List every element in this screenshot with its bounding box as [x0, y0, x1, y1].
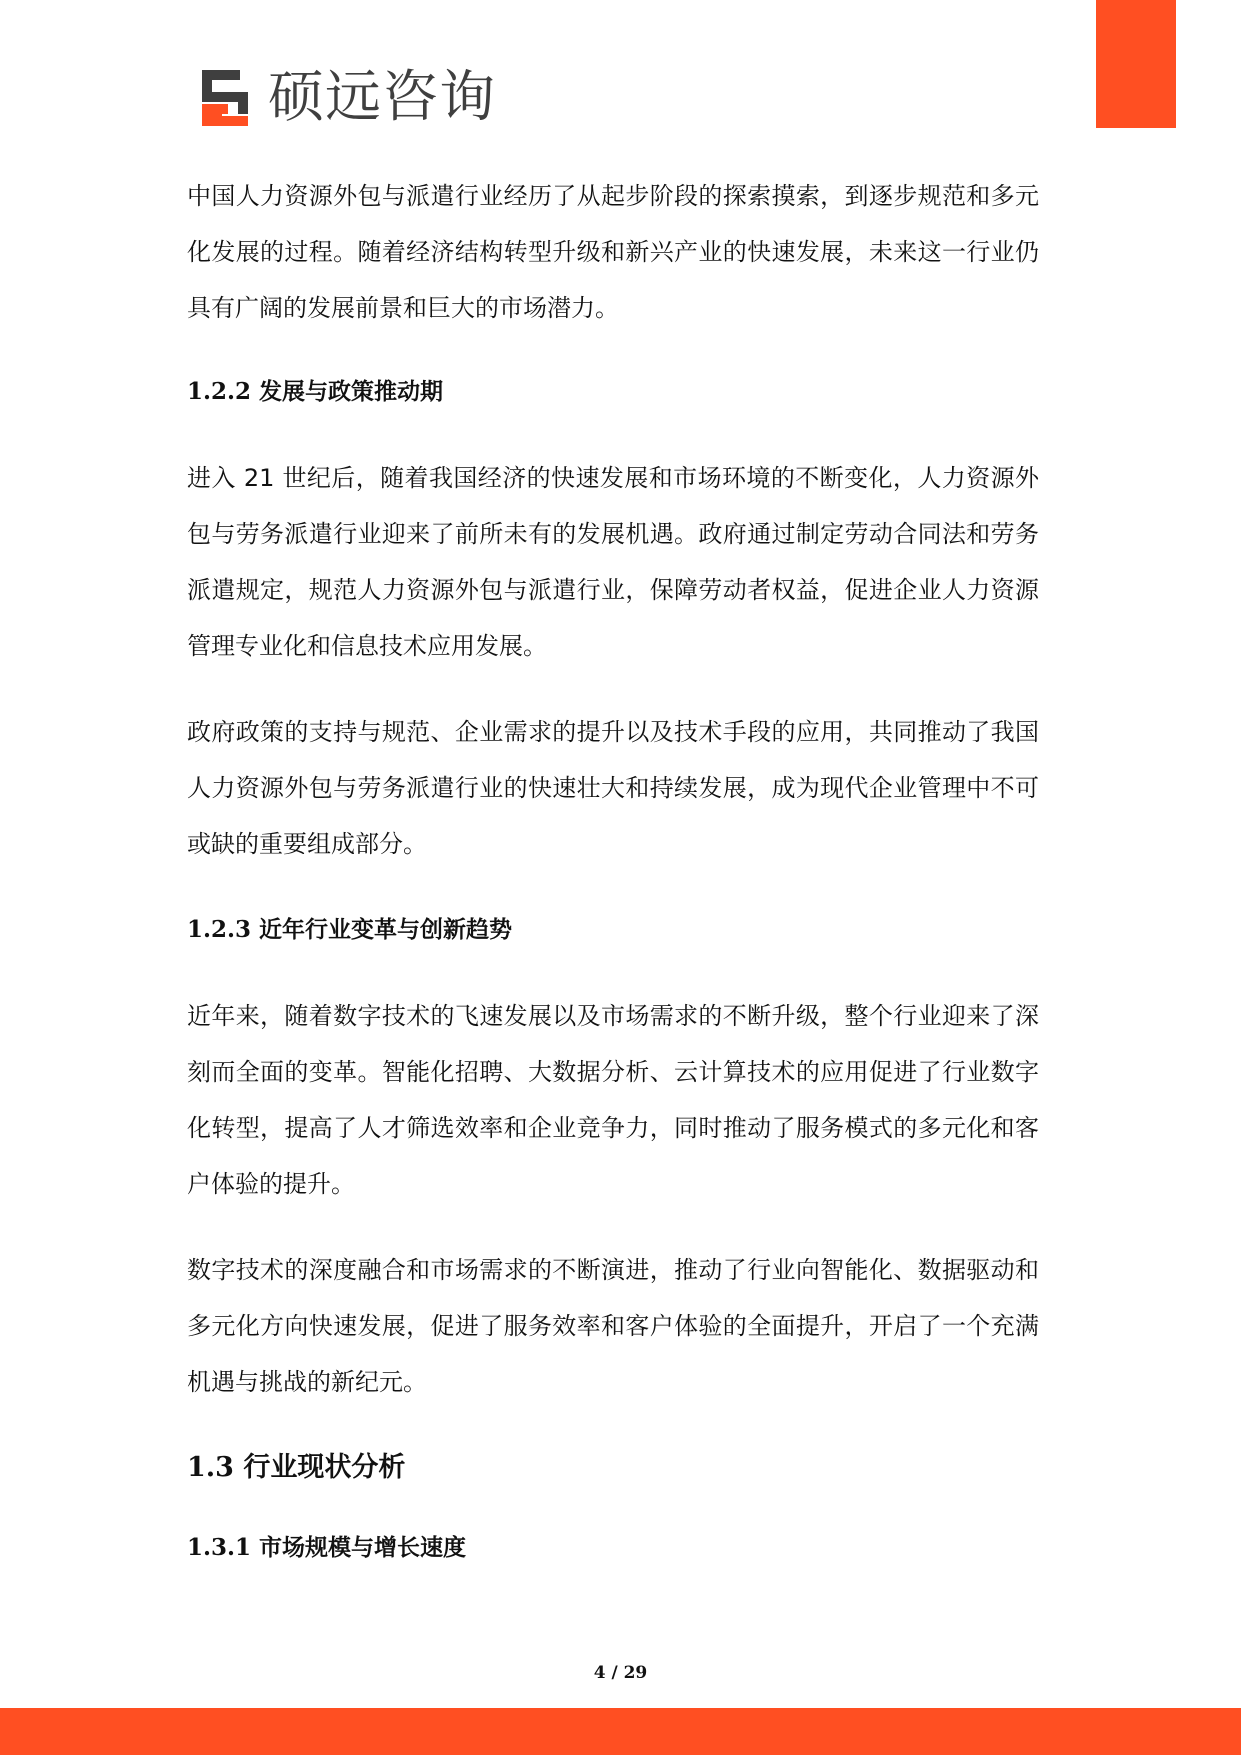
page-number: 4 / 29 — [593, 1663, 648, 1683]
heading-1-2-3: 1.2.3 近年行业变革与创新趋势 — [187, 916, 513, 943]
heading-1-3: 1.3 行业现状分析 — [187, 1452, 406, 1483]
s-mark-icon — [200, 68, 260, 128]
paragraph-digital-summary: 数字技术的深度融合和市场需求的不断演进，推动了行业向智能化、数据驱动和多元化方向快速发展，促进了服务效率和客户体验的全面提升，开启了一个充满机遇与挑战的新纪元。 — [187, 1256, 1039, 1396]
document-body — [187, 168, 1039, 1576]
paragraph-policy: 进入 21 世纪后，随着我国经济的快速发展和市场环境的不断变化，人力资源外包与劳务派遣行业迎来了前所未有的发展机遇。政府通过制定劳动合同法和劳务派遣规定，规范人力资源外包与派遣行业，保障劳动者权益，促进企业人力资源管理专业化和信息技术应用发展。 — [187, 464, 1039, 660]
heading-1-2-2: 1.2.2 发展与政策推动期 — [187, 378, 444, 405]
heading-1-3-1: 1.3.1 市场规模与增长速度 — [187, 1534, 467, 1561]
corner-accent-block — [1096, 0, 1176, 128]
brand-logo — [200, 65, 496, 130]
footer-accent-bar — [0, 1708, 1241, 1755]
paragraph-digital-change: 近年来，随着数字技术的飞速发展以及市场需求的不断升级，整个行业迎来了深刻而全面的变革。智能化招聘、大数据分析、云计算技术的应用促进了行业数字化转型，提高了人才筛选效率和企业竞争力，同时推动了服务模式的多元化和客户体验的提升。 — [187, 1002, 1039, 1198]
brand-name: 硕远咨询 — [268, 65, 496, 130]
paragraph-policy-summary: 政府政策的支持与规范、企业需求的提升以及技术手段的应用，共同推动了我国人力资源外包与劳务派遣行业的快速壮大和持续发展，成为现代企业管理中不可或缺的重要组成部分。 — [187, 718, 1039, 858]
paragraph-intro: 中国人力资源外包与派遣行业经历了从起步阶段的探索摸索，到逐步规范和多元化发展的过程。随着经济结构转型升级和新兴产业的快速发展，未来这一行业仍具有广阔的发展前景和巨大的市场潜力。 — [187, 182, 1039, 322]
